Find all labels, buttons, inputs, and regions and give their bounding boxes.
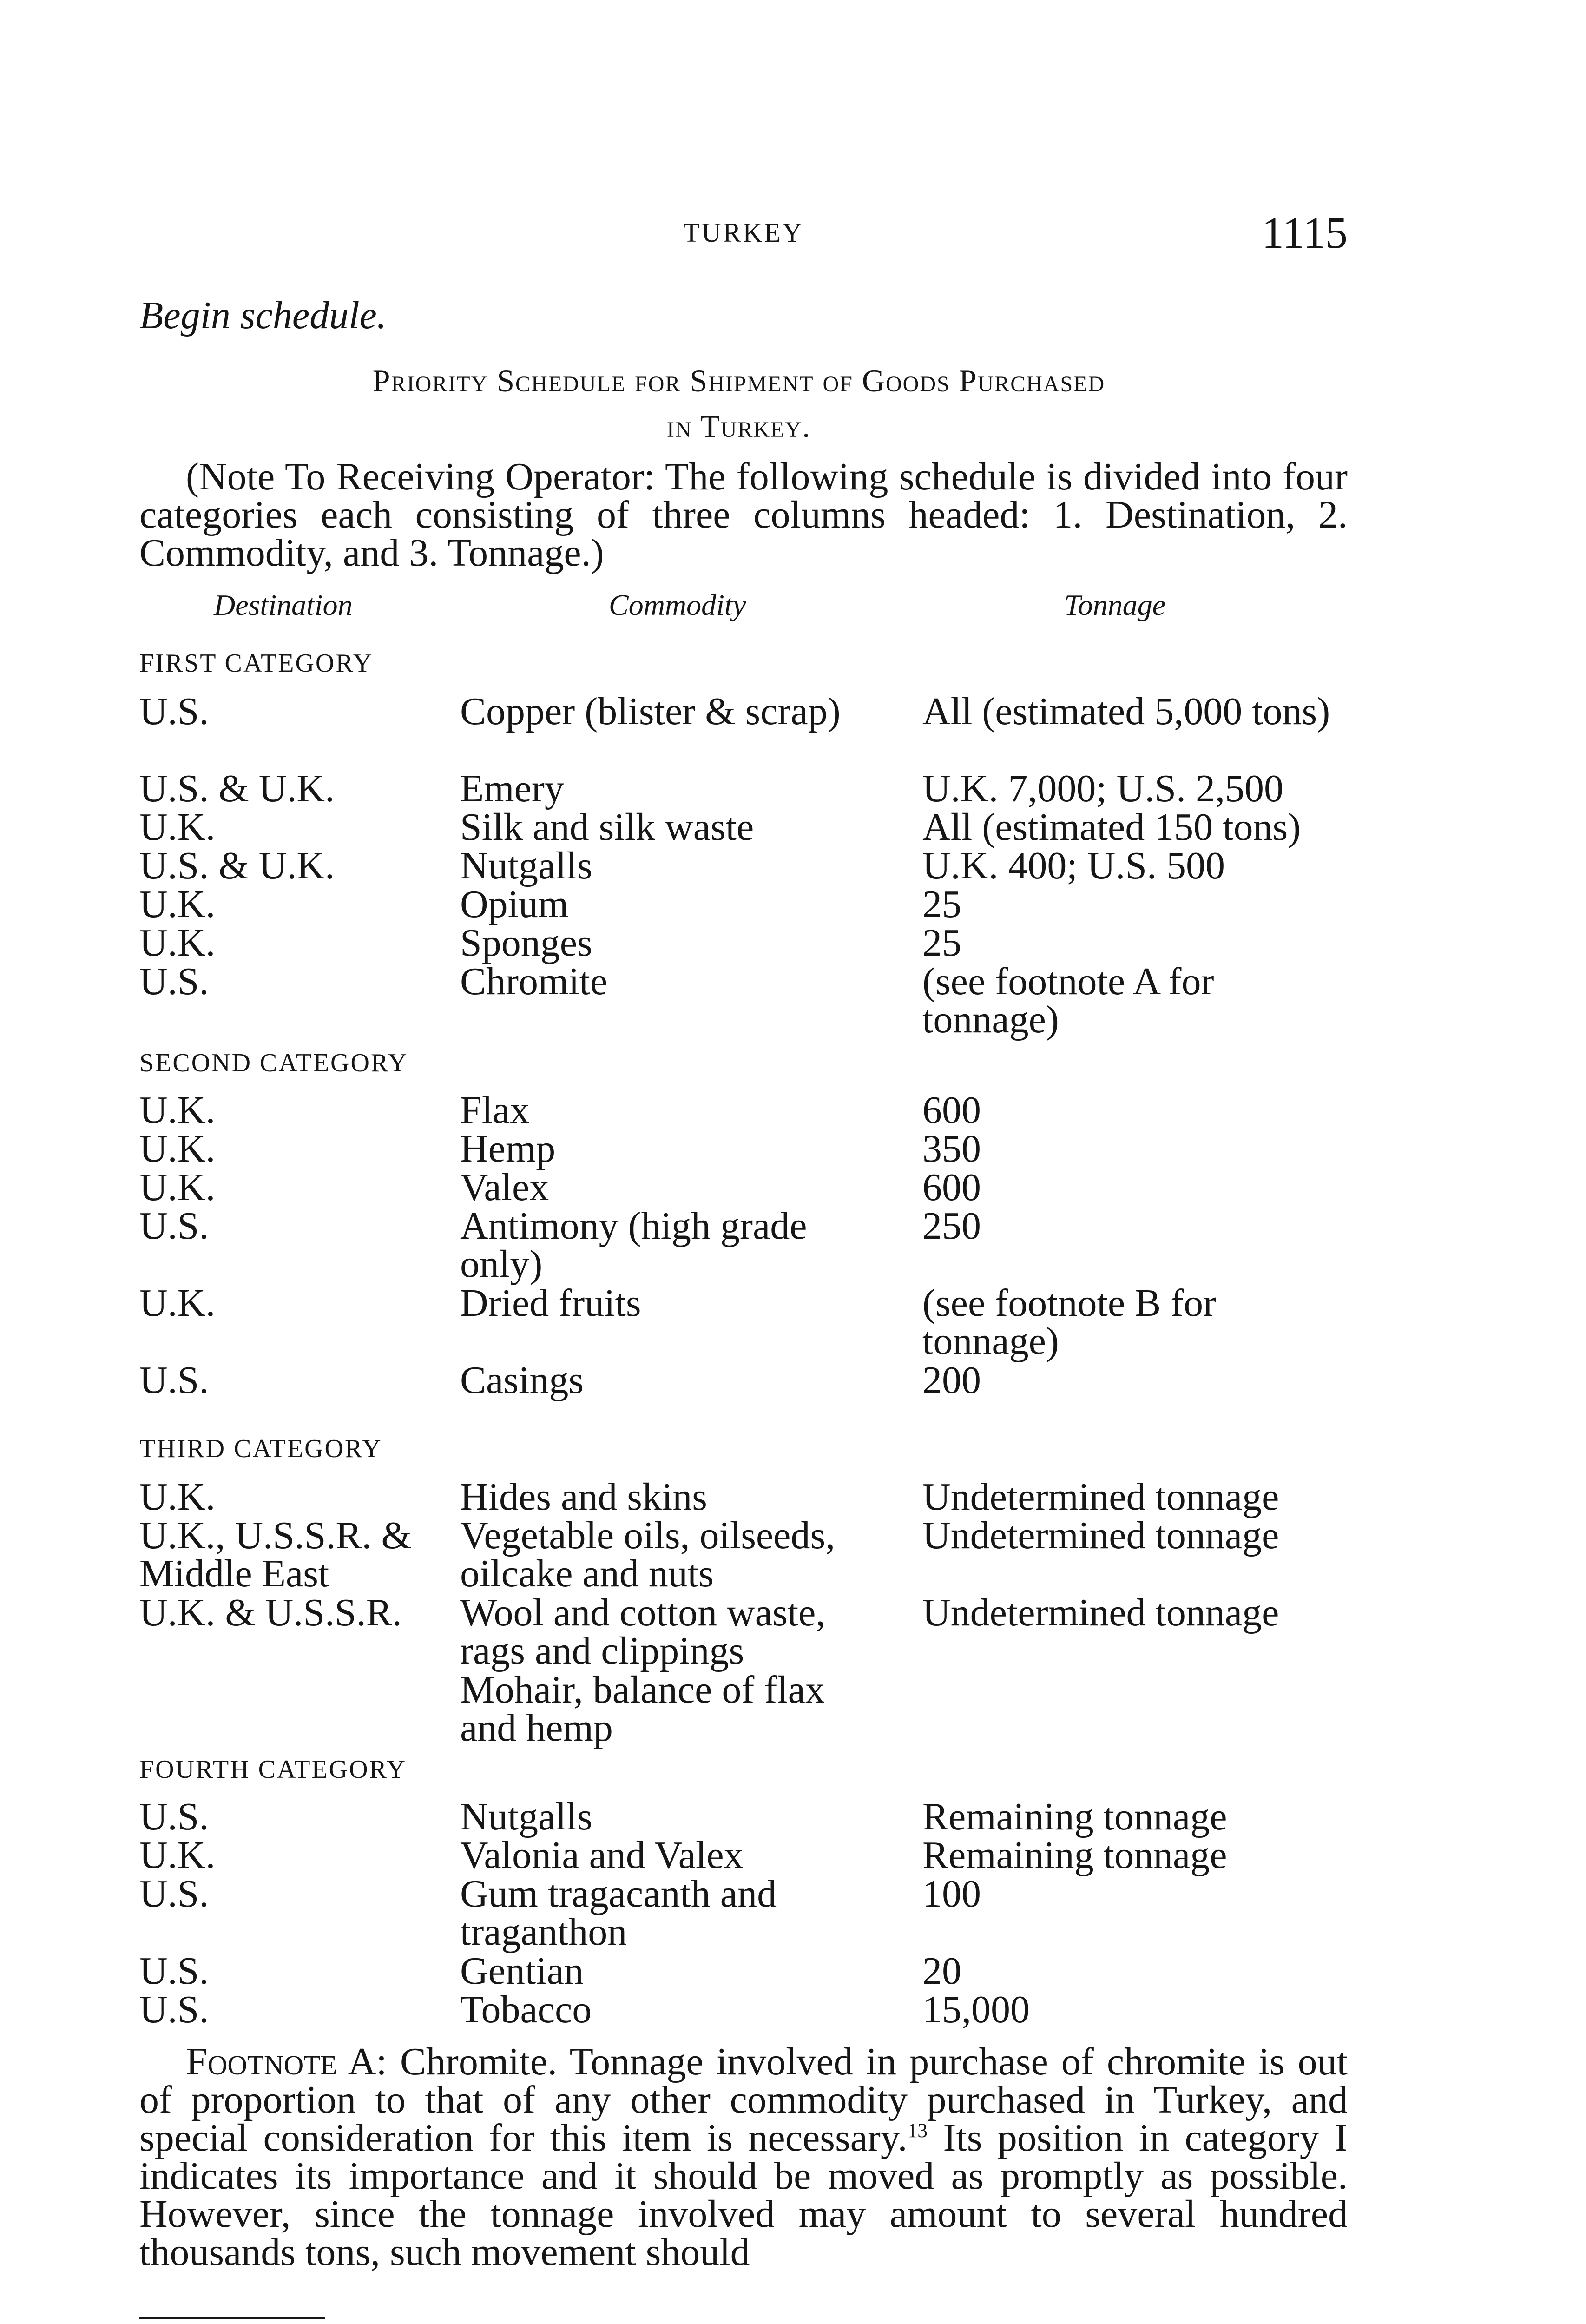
tonnage-cell: 250 [922, 1204, 981, 1248]
footnote-a-text [139, 2040, 1348, 2274]
tonnage-cell: 25 [922, 883, 961, 926]
page-number: 1115 [1262, 208, 1348, 257]
footnote-reference: 13 [907, 2119, 928, 2142]
category-heading: THIRD CATEGORY [139, 1434, 382, 1463]
footnote-a-text-part-1: Chromite. Tonnage involved in purchase of chromite is out of proportion to that of any other commodity purchased in Turkey, and special consideration for this item is necessary. [139, 2040, 1348, 2159]
tonnage-cell: U.K. 7,000; U.S. 2,500 [922, 767, 1284, 810]
destination-cell: U.S. [139, 690, 209, 733]
tonnage-cell: 20 [922, 1949, 961, 1993]
commodity-cell: Casings [460, 1359, 584, 1402]
operator-note-text: (Note To Receiving Operator: The following schedule is divided into four categories each consisting of three columns headed: 1. Destination, 2. Commodity, and 3. Tonnage.) [139, 455, 1348, 574]
destination-cell: U.K. [139, 1089, 216, 1132]
destination-cell: U.S. & U.K. [139, 767, 335, 810]
tonnage-cell: (see footnote B for tonnage) [922, 1281, 1217, 1363]
destination-cell: U.K. & U.S.S.R. [139, 1591, 402, 1634]
destination-cell: U.K. [139, 1475, 216, 1519]
destination-cell: U.K. [139, 1281, 216, 1325]
running-title: TURKEY [683, 218, 804, 248]
footnote-divider [139, 2317, 325, 2319]
commodity-cell: Antimony (high grade only) [460, 1204, 807, 1286]
destination-cell: U.K. [139, 883, 216, 926]
commodity-cell: Valex [460, 1166, 549, 1209]
tonnage-cell: 600 [922, 1089, 981, 1132]
destination-cell: U.S. [139, 1795, 209, 1838]
commodity-cell: Chromite [460, 960, 608, 1003]
begin-schedule-label: Begin schedule. [139, 294, 387, 337]
commodity-cell: Emery [460, 767, 564, 810]
destination-cell: U.S. [139, 1359, 209, 1402]
column-header-tonnage: Tonnage [1064, 588, 1166, 621]
tonnage-cell: U.K. 400; U.S. 500 [922, 844, 1225, 887]
running-header [139, 207, 1348, 263]
tonnage-cell: Undetermined tonnage [922, 1514, 1279, 1557]
commodity-cell: Hemp [460, 1127, 556, 1170]
destination-cell: U.K. [139, 805, 216, 849]
commodity-cell: Tobacco [460, 1988, 592, 2031]
column-header-commodity: Commodity [609, 588, 746, 621]
destination-cell: U.S. [139, 1872, 209, 1915]
tonnage-cell: All (estimated 150 tons) [922, 805, 1301, 849]
column-header-destination: Destination [214, 588, 353, 621]
tonnage-cell: 25 [922, 921, 961, 964]
commodity-cell: Flax [460, 1089, 530, 1132]
commodity-cell: Silk and silk waste [460, 805, 754, 849]
destination-cell: U.K., U.S.S.R. & Middle East [139, 1514, 412, 1595]
tonnage-cell: 15,000 [922, 1988, 1030, 2031]
destination-cell: U.K. [139, 921, 216, 964]
destination-cell: U.S. [139, 1204, 209, 1248]
commodity-cell: Sponges [460, 921, 592, 964]
destination-cell: U.S. [139, 1988, 209, 2031]
schedule-title-line-1: Priority Schedule for Shipment of Goods Purchased [372, 363, 1106, 398]
category-heading: SECOND CATEGORY [139, 1049, 408, 1077]
destination-cell: U.K. [139, 1127, 216, 1170]
footnote-a-paragraph [139, 2040, 1348, 2274]
tonnage-cell: 200 [922, 1359, 981, 1402]
tonnage-cell: Undetermined tonnage [922, 1475, 1279, 1519]
commodity-cell: Nutgalls [460, 844, 592, 887]
tonnage-cell: Undetermined tonnage [922, 1591, 1279, 1634]
commodity-cell: Opium [460, 883, 569, 926]
commodity-cell: Gentian [460, 1949, 584, 1993]
footnote-a-label: Footnote A: [186, 2040, 387, 2083]
destination-cell: U.S. [139, 1949, 209, 1993]
tonnage-cell: (see footnote A for tonnage) [922, 960, 1214, 1041]
tonnage-cell: 100 [922, 1872, 981, 1915]
commodity-cell: Dried fruits [460, 1281, 641, 1325]
commodity-cell: Wool and cotton waste, rags and clippings [460, 1591, 826, 1672]
tonnage-cell: Remaining tonnage [922, 1834, 1227, 1877]
commodity-cell: Valonia and Valex [460, 1834, 744, 1877]
column-headers [139, 588, 1348, 630]
operator-note [139, 455, 1348, 574]
commodity-cell: Mohair, balance of flax and hemp [460, 1668, 825, 1750]
commodity-cell: Vegetable oils, oilseeds, oilcake and nuts [460, 1514, 836, 1595]
commodity-cell: Copper (blister & scrap) [460, 690, 841, 733]
schedule-title [223, 358, 1255, 449]
tonnage-cell: 350 [922, 1127, 981, 1170]
footnote-a-text-part-2: Its position in category I indicates its importance and it should be moved as promptly as possible. However, since the tonnage involved may amount to several hundred thousands tons, such movement should [139, 2116, 1348, 2274]
destination-cell: U.S. & U.K. [139, 844, 335, 887]
destination-cell: U.K. [139, 1166, 216, 1209]
commodity-cell: Gum tragacanth and traganthon [460, 1872, 777, 1954]
tonnage-cell: 600 [922, 1166, 981, 1209]
destination-cell: U.S. [139, 960, 209, 1003]
commodity-cell: Hides and skins [460, 1475, 707, 1519]
schedule-title-line-2: in Turkey. [666, 409, 811, 444]
category-heading: FIRST CATEGORY [139, 649, 374, 678]
destination-cell: U.K. [139, 1834, 216, 1877]
category-heading: FOURTH CATEGORY [139, 1755, 407, 1784]
commodity-cell: Nutgalls [460, 1795, 592, 1838]
tonnage-cell: Remaining tonnage [922, 1795, 1227, 1838]
tonnage-cell: All (estimated 5,000 tons) [922, 690, 1330, 733]
